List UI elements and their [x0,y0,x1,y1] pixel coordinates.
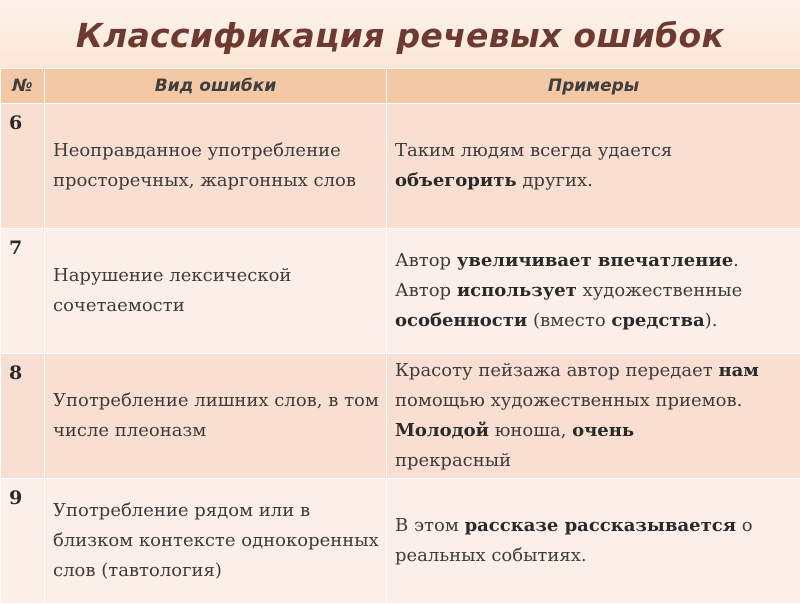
table-header-row [1,69,800,104]
table-row [1,229,800,354]
row-number: 7 [1,229,44,259]
error-type-text: Употребление рядом или в близком контексте однокоренных слов (тавтология) [53,496,380,586]
example-text [395,136,672,196]
example-segment: Красоту пейзажа автор передает [395,360,718,381]
example-line [395,541,753,571]
row-number: 8 [1,354,44,384]
example-cell [387,104,800,229]
example-line [395,136,672,166]
row-number-cell [1,104,45,229]
table-row [1,104,800,229]
example-text [395,356,759,476]
example-line [395,356,759,386]
example-segment: ). [705,310,718,331]
example-highlight: объегорить [395,170,517,191]
example-segment: помощью художественных приемов. [395,390,742,411]
example-highlight: нам [718,360,758,381]
header-number: № [1,69,45,104]
row-number-cell [1,229,45,354]
row-number: 9 [1,479,44,509]
example-segment: В этом [395,515,465,536]
example-highlight: Молодой [395,420,489,441]
example-line [395,166,672,196]
example-segment: прекрасный [395,450,511,471]
example-segment: художественные [577,280,742,301]
example-segment: Автор [395,280,457,301]
error-type-text: Употребление лишних слов, в том числе плеоназм [53,386,380,446]
example-highlight: особенности [395,310,527,331]
example-highlight: средства [611,310,704,331]
example-segment: (вместо [527,310,611,331]
example-text [395,511,753,571]
table-row [1,354,800,479]
row-number-cell [1,479,45,604]
example-highlight: увеличивает впечатление [457,250,733,271]
row-number: 6 [1,104,44,134]
example-segment: о [736,515,753,536]
example-line [395,276,742,306]
example-highlight: рассказе рассказывается [465,515,736,536]
example-highlight: очень [572,420,634,441]
errors-table [0,68,800,604]
example-cell [387,354,800,479]
error-type-cell [45,229,387,354]
example-line [395,306,742,336]
example-line [395,416,759,446]
example-segment: других. [517,170,593,191]
example-line [395,246,742,276]
error-type-text: Неоправданное употребление просторечных, жаргонных слов [53,136,380,196]
page-title: Классификация речевых ошибок [0,16,800,55]
error-type-text: Нарушение лексической сочетаемости [53,261,380,321]
example-segment: юноша, [489,420,572,441]
example-segment: реальных событиях. [395,545,587,566]
header-examples: Примеры [387,69,800,104]
example-text [395,246,742,336]
example-cell [387,479,800,604]
header-error-type: Вид ошибки [45,69,387,104]
example-line [395,446,759,476]
example-segment: Таким людям всегда удается [395,140,672,161]
error-type-cell [45,354,387,479]
error-type-cell [45,104,387,229]
error-type-cell [45,479,387,604]
row-number-cell [1,354,45,479]
example-segment: Автор [395,250,457,271]
example-line [395,386,759,416]
table-row [1,479,800,604]
example-segment: . [733,250,739,271]
example-cell [387,229,800,354]
example-line [395,511,753,541]
example-highlight: использует [457,280,577,301]
